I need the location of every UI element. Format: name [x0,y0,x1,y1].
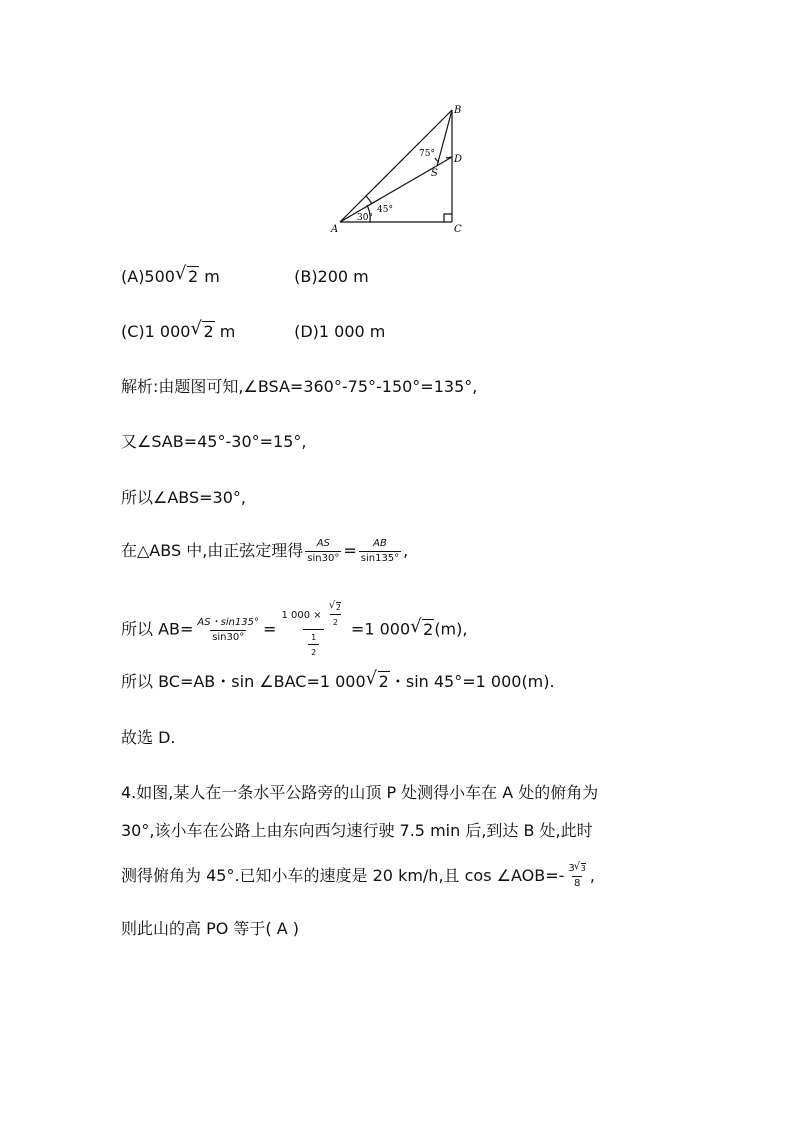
solution-line-5: 所以 AB= $\frac{AS・\sin 135^\circ}{\sin 30^\circ}$ = 1 000 × √ $\frac{2}{2}$ $\frac{1}{2}$ =1 000√ 2(m), [121,603,467,657]
solution-line-3: 所以∠ABS=30°, [121,488,246,507]
compound-fraction: 1 000 × √ $\frac{2}{2}$ $\frac{1}{2}$ [278,603,348,657]
angle-75-label: 75° [419,149,435,159]
fraction: $\frac{3√ 3}{8}$ [566,863,587,890]
label-b: B [454,105,462,116]
problem4-line-4: 则此山的高 PO 等于( A ) [121,919,300,938]
problem4-line-1: 4.如图,某人在一条水平公路旁的山顶 P 处测得小车在 A 处的俯角为 [121,783,599,802]
triangle-figure [326,100,476,240]
fraction: $\frac{AB}{\sin 135^\circ}$ [360,538,400,564]
fraction: $\frac{AS}{\sin 30^\circ}$ [307,538,340,564]
solution-line-1: 解析:由题图可知,∠BSA=360°-75°-150°=135°, [121,377,478,396]
options-row-1 [121,266,369,288]
angle-45-label: 45° [377,205,393,215]
solution-line-2: 又∠SAB=45°-30°=15°, [121,432,307,451]
sqrt-symbol: √ 2 [368,671,390,693]
sqrt-symbol: √ 2 [412,619,434,641]
option-d: (D)1 000 m [294,322,386,341]
segment-ab [340,110,452,222]
sqrt-symbol: √ 2 [192,321,214,343]
option-a: (A)500√ 2 m [121,266,289,288]
problem4-line-2: 30°,该小车在公路上由东向西匀速行驶 7.5 min 后,到达 B 处,此时 [121,821,593,840]
label-s: S [431,168,438,179]
label-c: C [454,224,462,235]
sqrt-symbol: √ 2 [177,266,199,288]
solution-line-7: 故选 D. [121,728,176,747]
label-d: D [454,154,463,165]
fraction: $\frac{AS・\sin 135^\circ}{\sin 30^\circ}$ [197,616,260,643]
solution-line-6: 所以 BC=AB・sin ∠BAC=1 000√ 2・sin 45°=1 000(m). [121,671,555,693]
problem4-line-3: 测得俯角为 45°.已知小车的速度是 20 km/h,且 cos ∠AOB=- $\frac{3√ 3}{8}$ , [121,863,595,890]
options-row-2 [121,321,385,343]
option-c: (C)1 000√ 2 m [121,321,289,343]
option-b: (B)200 m [294,267,369,286]
right-angle-c [444,214,452,222]
angle-30-label: 30° [357,213,373,223]
solution-line-4: 在△ABS 中,由正弦定理得 $\frac{AS}{\sin 30^\circ}$ = $\frac{AB}{\sin 135^\circ}$ , [121,538,409,564]
arc-45 [366,196,372,204]
label-a: A [331,224,339,235]
